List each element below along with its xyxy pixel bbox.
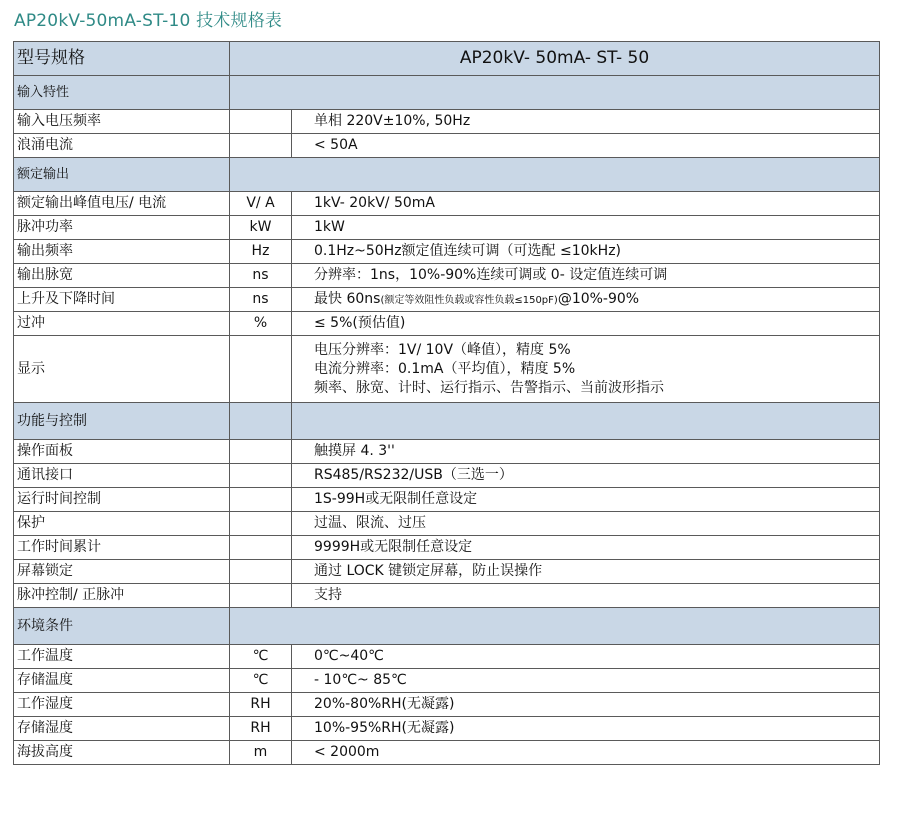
table-row [14, 192, 880, 216]
row-name: 上升及下降时间 [14, 288, 230, 312]
row-unit: RH [230, 693, 292, 717]
row-unit: % [230, 312, 292, 336]
row-name: 脉冲功率 [14, 216, 230, 240]
row-value: 分辨率：1ns，10%-90%连续可调或 0- 设定值连续可调 [292, 264, 880, 288]
section-header-function [14, 403, 880, 440]
row-unit: m [230, 741, 292, 765]
table-row [14, 288, 880, 312]
row-value [292, 288, 880, 312]
row-name: 脉冲控制/ 正脉冲 [14, 584, 230, 608]
section-header-output [14, 158, 880, 192]
row-name: 通讯接口 [14, 464, 230, 488]
row-value: 9999H或无限制任意设定 [292, 536, 880, 560]
row-unit [230, 488, 292, 512]
row-unit [230, 584, 292, 608]
row-value: ≤ 5%(预估值) [292, 312, 880, 336]
table-row [14, 741, 880, 765]
row-unit: RH [230, 717, 292, 741]
row-unit [230, 110, 292, 134]
row-name: 保护 [14, 512, 230, 536]
row-unit: ns [230, 288, 292, 312]
table-row [14, 560, 880, 584]
row-unit: ns [230, 264, 292, 288]
row-value: 单相 220V±10%, 50Hz [292, 110, 880, 134]
row-value: 1kW [292, 216, 880, 240]
section-title: 功能与控制 [14, 403, 230, 440]
row-name: 工作湿度 [14, 693, 230, 717]
row-name: 运行时间控制 [14, 488, 230, 512]
section-title: 输入特性 [14, 76, 230, 110]
table-row [14, 488, 880, 512]
section-title: 环境条件 [14, 608, 230, 645]
row-unit [230, 134, 292, 158]
row-name: 输出脉宽 [14, 264, 230, 288]
value-tail: @10%-90% [557, 290, 640, 307]
row-value: 1kV- 20kV/ 50mA [292, 192, 880, 216]
value-main: 最快 60ns [314, 290, 381, 307]
row-value: < 50A [292, 134, 880, 158]
row-value: 20%-80%RH(无凝露) [292, 693, 880, 717]
row-name: 存储湿度 [14, 717, 230, 741]
row-value: 0℃~40℃ [292, 645, 880, 669]
row-value: 触摸屏 4. 3'' [292, 440, 880, 464]
table-row [14, 440, 880, 464]
display-line: 频率、脉宽、计时、运行指示、告警指示、当前波形指示 [314, 379, 664, 396]
table-row [14, 312, 880, 336]
row-value: 0.1Hz~50Hz额定值连续可调（可选配 ≤10kHz) [292, 240, 880, 264]
row-name: 输出频率 [14, 240, 230, 264]
row-name: 浪涌电流 [14, 134, 230, 158]
row-name: 工作温度 [14, 645, 230, 669]
section-header-environment [14, 608, 880, 645]
row-unit [230, 464, 292, 488]
row-unit: ℃ [230, 669, 292, 693]
header-label: 型号规格 [14, 42, 230, 76]
row-value: - 10℃~ 85℃ [292, 669, 880, 693]
table-row [14, 240, 880, 264]
table-row [14, 216, 880, 240]
table-row [14, 584, 880, 608]
table-row [14, 464, 880, 488]
table-row [14, 110, 880, 134]
table-row [14, 669, 880, 693]
table-row [14, 336, 880, 403]
table-row [14, 693, 880, 717]
row-name: 显示 [14, 336, 230, 403]
section-header-input [14, 76, 880, 110]
row-unit: V/ A [230, 192, 292, 216]
row-unit: ℃ [230, 645, 292, 669]
row-unit [230, 336, 292, 403]
row-value: 通过 LOCK 键锁定屏幕，防止误操作 [292, 560, 880, 584]
row-unit [230, 512, 292, 536]
row-unit [230, 536, 292, 560]
table-row [14, 264, 880, 288]
row-value: 支持 [292, 584, 880, 608]
row-value: RS485/RS232/USB（三选一） [292, 464, 880, 488]
row-value: < 2000m [292, 741, 880, 765]
row-unit [230, 560, 292, 584]
section-title: 额定输出 [14, 158, 230, 192]
table-row [14, 645, 880, 669]
row-name: 额定输出峰值电压/ 电流 [14, 192, 230, 216]
row-value: 1S-99H或无限制任意设定 [292, 488, 880, 512]
value-note: (额定等效阻性负载或容性负载≤150pF) [380, 294, 558, 306]
table-row [14, 512, 880, 536]
row-name: 屏幕锁定 [14, 560, 230, 584]
row-unit: kW [230, 216, 292, 240]
row-name: 输入电压频率 [14, 110, 230, 134]
display-line: 电压分辨率：1V/ 10V（峰值），精度 5% [314, 341, 571, 358]
spec-table [13, 41, 880, 765]
row-unit: Hz [230, 240, 292, 264]
row-name: 海拔高度 [14, 741, 230, 765]
page-title: AP20kV-50mA-ST-10 技术规格表 [14, 11, 283, 31]
row-value: 10%-95%RH(无凝露) [292, 717, 880, 741]
table-row [14, 134, 880, 158]
table-header-row [14, 42, 880, 76]
row-unit [230, 440, 292, 464]
display-line: 电流分辨率：0.1mA（平均值），精度 5% [314, 360, 576, 377]
header-model: AP20kV- 50mA- ST- 50 [230, 42, 880, 76]
row-name: 存储温度 [14, 669, 230, 693]
row-value [292, 336, 880, 403]
row-value: 过温、限流、过压 [292, 512, 880, 536]
table-row [14, 536, 880, 560]
row-name: 工作时间累计 [14, 536, 230, 560]
table-row [14, 717, 880, 741]
row-name: 操作面板 [14, 440, 230, 464]
row-name: 过冲 [14, 312, 230, 336]
